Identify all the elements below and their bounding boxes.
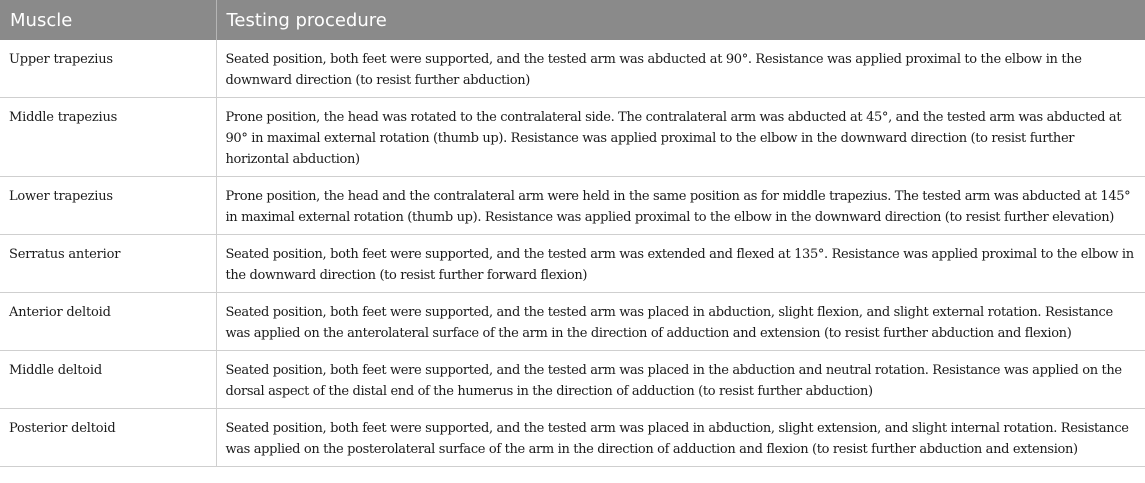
procedure-cell: Seated position, both feet were supported, and the tested arm was placed in abduction, slight flexion, and slight external rotation. Resistance was applied on the anterolateral surface of the arm in the direction of adduction and extension (to resist further abduction and flexion)	[216, 293, 1145, 351]
muscle-cell: Middle deltoid	[0, 351, 216, 409]
header-testing-procedure: Testing procedure	[216, 0, 1145, 40]
table-row	[0, 351, 1145, 409]
muscle-cell: Posterior deltoid	[0, 409, 216, 467]
procedure-cell: Seated position, both feet were supported, and the tested arm was extended and flexed at 135°. Resistance was applied proximal to the elbow in the downward direction (to resist further forward flexion)	[216, 235, 1145, 293]
procedure-cell: Seated position, both feet were supported, and the tested arm was abducted at 90°. Resistance was applied proximal to the elbow in the downward direction (to resist further abduction)	[216, 40, 1145, 98]
procedure-cell: Prone position, the head was rotated to the contralateral side. The contralateral arm was abducted at 45°, and the tested arm was abducted at 90° in maximal external rotation (thumb up). Resistance was applied proximal to the elbow in the downward direction (to resist further horizontal abduction)	[216, 98, 1145, 177]
procedure-cell: Prone position, the head and the contralateral arm were held in the same position as for middle trapezius. The tested arm was abducted at 145° in maximal external rotation (thumb up). Resistance was applied proximal to the elbow in the downward direction (to resist further elevation)	[216, 177, 1145, 235]
table-row	[0, 235, 1145, 293]
table-row	[0, 40, 1145, 98]
muscle-cell: Upper trapezius	[0, 40, 216, 98]
table-row	[0, 177, 1145, 235]
table-row	[0, 293, 1145, 351]
muscle-cell: Anterior deltoid	[0, 293, 216, 351]
table-row	[0, 98, 1145, 177]
muscle-cell: Lower trapezius	[0, 177, 216, 235]
procedure-cell: Seated position, both feet were supported, and the tested arm was placed in abduction, slight extension, and slight internal rotation. Resistance was applied on the posterolateral surface of the arm in the direction of adduction and flexion (to resist further abduction and extension)	[216, 409, 1145, 467]
table-body	[0, 40, 1145, 467]
muscle-cell: Serratus anterior	[0, 235, 216, 293]
muscle-cell: Middle trapezius	[0, 98, 216, 177]
table-row	[0, 409, 1145, 467]
procedure-cell: Seated position, both feet were supported, and the tested arm was placed in the abduction and neutral rotation. Resistance was applied on the dorsal aspect of the distal end of the humerus in the direction of adduction (to resist further abduction)	[216, 351, 1145, 409]
header-row	[0, 0, 1145, 40]
header-muscle: Muscle	[0, 0, 216, 40]
table-header	[0, 0, 1145, 40]
